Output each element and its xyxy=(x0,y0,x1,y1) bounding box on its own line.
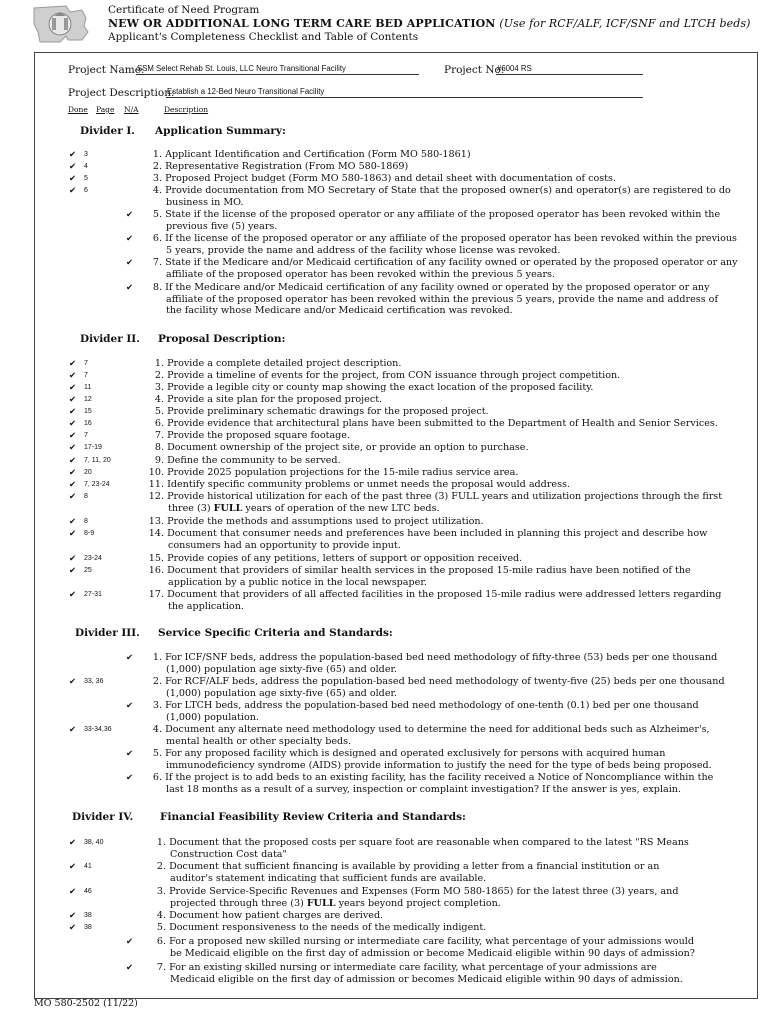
item-number: 1. xyxy=(152,149,162,160)
item-text: Document ownership of the project site, or provide an option to purchase. xyxy=(167,442,529,453)
item-number: 6. xyxy=(152,772,162,783)
item-continuation-line: projected through three (3) FULL years beyond project completion. xyxy=(170,897,501,909)
project-description-field[interactable]: Establish a 12-Bed Neuro Transitional Facility xyxy=(166,87,643,98)
item-number: 4. xyxy=(152,185,162,196)
item-text: Document that providers of all affected facilities in the proposed 15-mile radius were addressed letters regarding xyxy=(167,589,722,600)
checklist-item xyxy=(144,382,593,394)
item-line xyxy=(148,748,712,760)
item-text: If the license of the proposed operator or any affiliate of the proposed operator has been revoked within the previous xyxy=(165,233,737,244)
done-check-icon[interactable]: ✔ xyxy=(69,887,77,897)
na-check-icon[interactable]: ✔ xyxy=(126,653,134,663)
form-title-text: NEW OR ADDITIONAL LONG TERM CARE BED APPLICATION xyxy=(108,17,496,30)
checklist-item xyxy=(148,173,616,185)
checklist-item xyxy=(152,910,383,922)
item-line xyxy=(144,358,401,370)
na-check-icon[interactable]: ✔ xyxy=(126,937,134,947)
checklist-item xyxy=(152,861,659,884)
item-text: Provide evidence that architectural plans have been submitted to the Department of Health and Senior Services. xyxy=(167,418,718,429)
item-text: Document that sufficient financing is available by providing a letter from a financial institution or an xyxy=(169,861,660,872)
checklist-item xyxy=(144,430,350,442)
checklist-item xyxy=(148,233,737,256)
na-check-icon[interactable]: ✔ xyxy=(126,258,134,268)
item-number: 6. xyxy=(156,936,166,947)
checklist-item xyxy=(152,962,683,985)
item-text: Provide a legible city or county map showing the exact location of the proposed facility. xyxy=(167,382,594,393)
project-no-field[interactable]: #6004 RS xyxy=(496,64,643,75)
checklist-item xyxy=(144,528,707,551)
item-continuation-line: immunodeficiency syndrome (AIDS) provide information to justify the need for the type of beds being proposed. xyxy=(166,759,712,771)
item-line xyxy=(144,442,529,454)
item-text: Provide 2025 population projections for the 15-mile radius service area. xyxy=(167,467,519,478)
item-text: Provide copies of any petitions, letters of support or opposition received. xyxy=(167,553,523,564)
checklist-item xyxy=(148,257,738,280)
form-title xyxy=(108,17,751,30)
item-text: Document that the proposed costs per square foot are reasonable when compared to the latest "RS Means xyxy=(169,837,689,848)
page-number: 16 xyxy=(84,420,92,427)
done-check-icon[interactable]: ✔ xyxy=(69,529,77,539)
done-check-icon[interactable]: ✔ xyxy=(69,162,77,172)
item-text: Identify specific community problems or unmet needs the proposal would address. xyxy=(167,479,570,490)
item-number: 7. xyxy=(156,962,166,973)
item-continuation-line: the facility whose Medicare and/or Medicaid certification was revoked. xyxy=(166,305,513,317)
item-line xyxy=(144,406,489,418)
done-check-icon[interactable]: ✔ xyxy=(69,923,77,933)
item-text: If the Medicare and/or Medicaid certification of any facility owned or operated by the proposed operator or any xyxy=(165,282,710,293)
page-number: 6 xyxy=(84,187,88,194)
item-line xyxy=(144,430,350,442)
checklist-item xyxy=(144,418,718,430)
divider-3-label: Divider III. xyxy=(75,627,140,639)
item-text: State if the license of the proposed operator or any affiliate of the proposed operator has been revoked within the xyxy=(165,209,721,220)
done-check-icon[interactable]: ✔ xyxy=(69,468,77,478)
item-number: 1. xyxy=(156,837,166,848)
item-number: 5. xyxy=(154,406,164,417)
form-number: MO 580-2502 (11/22) xyxy=(34,998,138,1009)
checklist-item xyxy=(144,370,620,382)
page-number: 4 xyxy=(84,163,88,170)
item-line xyxy=(148,772,713,784)
checklist-item xyxy=(148,185,731,208)
item-number: 13. xyxy=(148,516,164,527)
page-number: 25 xyxy=(84,567,92,574)
item-text: Document that providers of similar health services in the proposed 15-mile radius have been notified of the xyxy=(167,565,691,576)
item-line xyxy=(152,922,486,934)
na-check-icon[interactable]: ✔ xyxy=(126,234,134,244)
item-line xyxy=(148,257,738,269)
item-line xyxy=(144,467,518,479)
na-check-icon[interactable]: ✔ xyxy=(126,283,134,293)
item-text: Representative Registration (From MO 580-1869) xyxy=(165,161,409,172)
page-number: 7, 23-24 xyxy=(84,481,110,488)
item-continuation-line: last 18 months as a result of a survey, inspection or complaint investigation? If the answer is yes, explain. xyxy=(166,783,682,795)
checklist-item xyxy=(148,676,725,699)
item-number: 2. xyxy=(156,861,166,872)
page-number: 8 xyxy=(84,518,88,525)
item-line xyxy=(144,394,382,406)
item-number: 8. xyxy=(152,282,162,293)
item-number: 17. xyxy=(148,589,164,600)
page-number: 17-19 xyxy=(84,444,102,451)
checklist-item xyxy=(144,442,529,454)
page-number: 5 xyxy=(84,175,88,182)
page-number: 7 xyxy=(84,360,88,367)
item-continuation-line: (1,000) population. xyxy=(166,711,259,723)
item-line xyxy=(148,161,408,173)
done-check-icon[interactable]: ✔ xyxy=(69,590,77,600)
item-text: State if the Medicare and/or Medicaid certification of any facility owned or operated by the proposed operator or any xyxy=(165,257,738,268)
done-check-icon[interactable]: ✔ xyxy=(69,862,77,872)
item-text: Provide the proposed square footage. xyxy=(167,430,351,441)
item-number: 15. xyxy=(148,553,164,564)
done-check-icon[interactable]: ✔ xyxy=(69,419,77,429)
page-number: 7 xyxy=(84,372,88,379)
item-number: 1. xyxy=(154,358,164,369)
item-continuation-line: (1,000) population age sixty-five (65) and older. xyxy=(166,687,398,699)
page-number: 7 xyxy=(84,432,88,439)
item-line xyxy=(148,724,710,736)
item-text: Provide a timeline of events for the project, from CON issuance through project competition. xyxy=(167,370,621,381)
item-continuation-line: application by a public notice in the local newspaper. xyxy=(168,576,427,588)
item-line xyxy=(144,528,707,540)
item-number: 3. xyxy=(152,700,162,711)
done-check-icon[interactable]: ✔ xyxy=(69,371,77,381)
item-number: 6. xyxy=(152,233,162,244)
checklist-item xyxy=(144,394,382,406)
done-check-icon[interactable]: ✔ xyxy=(69,407,77,417)
item-number: 7. xyxy=(152,257,162,268)
divider-1-title: Application Summary: xyxy=(155,125,286,137)
item-number: 2. xyxy=(154,370,164,381)
item-continuation-line: the application. xyxy=(168,600,244,612)
project-no-label: Project No: xyxy=(444,64,505,76)
checklist-item xyxy=(148,700,699,723)
column-page: Page xyxy=(96,105,115,114)
page-number: 11 xyxy=(84,384,92,391)
item-number: 4. xyxy=(156,910,166,921)
item-number: 12. xyxy=(148,491,164,502)
item-text: Document how patient charges are derived. xyxy=(169,910,384,921)
item-line xyxy=(148,173,616,185)
divider-1-label: Divider I. xyxy=(80,125,135,137)
done-check-icon[interactable]: ✔ xyxy=(69,480,77,490)
checklist-item xyxy=(144,358,401,370)
divider-2-label: Divider II. xyxy=(80,333,140,345)
done-check-icon[interactable]: ✔ xyxy=(69,383,77,393)
item-line xyxy=(144,516,484,528)
item-number: 5. xyxy=(152,209,162,220)
item-text: Provide preliminary schematic drawings for the proposed project. xyxy=(167,406,489,417)
item-number: 8. xyxy=(154,442,164,453)
item-text: Provide a complete detailed project description. xyxy=(167,358,402,369)
done-check-icon[interactable]: ✔ xyxy=(69,174,77,184)
item-continuation-line: mental health or other specialty beds. xyxy=(166,735,352,747)
page-number: 7, 11, 20 xyxy=(84,457,111,464)
page-number: 8 xyxy=(84,493,88,500)
checklist-item xyxy=(144,491,722,514)
done-check-icon[interactable]: ✔ xyxy=(69,186,77,196)
item-line xyxy=(148,652,717,664)
na-check-icon[interactable]: ✔ xyxy=(126,773,134,783)
item-line xyxy=(144,589,721,601)
item-text: Document any alternate need methodology used to determine the need for additional beds such as Alzheimer's, xyxy=(165,724,710,735)
item-line xyxy=(152,962,683,974)
done-check-icon[interactable]: ✔ xyxy=(69,150,77,160)
item-number: 4. xyxy=(152,724,162,735)
item-line xyxy=(144,370,620,382)
item-number: 7. xyxy=(154,430,164,441)
page-number: 33-34,36 xyxy=(84,726,112,733)
done-check-icon[interactable]: ✔ xyxy=(69,456,77,466)
divider-4-label: Divider IV. xyxy=(72,811,134,823)
done-check-icon[interactable]: ✔ xyxy=(69,911,77,921)
item-continuation-line: three (3) FULL years of operation of the new LTC beds. xyxy=(168,502,440,514)
item-line xyxy=(144,491,722,503)
checklist-item xyxy=(148,724,710,747)
item-text: Document that consumer needs and preferences have been included in planning this project and describe how xyxy=(167,528,708,539)
item-line xyxy=(148,233,737,245)
checklist-item xyxy=(144,479,570,491)
done-check-icon[interactable]: ✔ xyxy=(69,838,77,848)
item-text: Applicant Identification and Certification (Form MO 580-1861) xyxy=(165,149,471,160)
checklist-item xyxy=(148,149,471,161)
done-check-icon[interactable]: ✔ xyxy=(69,725,77,735)
done-check-icon[interactable]: ✔ xyxy=(69,395,77,405)
item-text: Provide a site plan for the proposed project. xyxy=(167,394,383,405)
project-description-label: Project Description: xyxy=(68,87,175,99)
checklist-item xyxy=(148,209,720,232)
done-check-icon[interactable]: ✔ xyxy=(69,554,77,564)
item-continuation-line: consumers had an opportunity to provide input. xyxy=(168,539,401,551)
item-text: For ICF/SNF beds, address the population-based bed need methodology of fifty-three (53) beds per one thousand xyxy=(165,652,718,663)
done-check-icon[interactable]: ✔ xyxy=(69,566,77,576)
page-number: 46 xyxy=(84,888,92,895)
emphasis: FULL xyxy=(306,897,336,909)
item-line xyxy=(152,936,695,948)
item-text: Proposed Project budget (Form MO 580-1863) and detail sheet with documentation of costs. xyxy=(165,173,617,184)
item-text: For any proposed facility which is designed and operated exclusively for persons with acquired human xyxy=(165,748,666,759)
item-number: 3. xyxy=(156,886,166,897)
item-number: 2. xyxy=(152,676,162,687)
page-number: 15 xyxy=(84,408,92,415)
checklist-item xyxy=(144,467,518,479)
item-continuation-line: affiliate of the proposed operator has been revoked within the previous 5 years, provide the name and address of xyxy=(166,293,718,305)
item-number: 3. xyxy=(152,173,162,184)
item-number: 9. xyxy=(154,455,164,466)
na-check-icon[interactable]: ✔ xyxy=(126,701,134,711)
form-subtitle: Applicant's Completeness Checklist and Table of Contents xyxy=(108,31,419,43)
page-number: 27-31 xyxy=(84,591,102,598)
item-continuation-line: 5 years, provide the name and address of the facility whose license was revoked. xyxy=(166,244,561,256)
page-number: 38, 40 xyxy=(84,839,104,846)
column-done: Done xyxy=(68,105,88,114)
na-check-icon[interactable]: ✔ xyxy=(126,210,134,220)
form-title-note: (Use for RCF/ALF, ICF/SNF and LTCH beds) xyxy=(499,17,751,30)
item-line xyxy=(144,418,718,430)
project-name-field[interactable]: SSM Select Rehab St. Louis, LLC Neuro Transitional Facility xyxy=(136,64,419,75)
project-name-label: Project Name: xyxy=(68,64,145,76)
item-line xyxy=(144,455,341,467)
item-line xyxy=(144,553,522,565)
item-number: 5. xyxy=(152,748,162,759)
checklist-item xyxy=(148,772,713,795)
item-number: 5. xyxy=(156,922,166,933)
item-continuation-line: previous five (5) years. xyxy=(166,220,278,232)
item-continuation-line: (1,000) population age sixty-five (65) and older. xyxy=(166,663,398,675)
checklist-item xyxy=(148,161,408,173)
item-continuation-line: business in MO. xyxy=(166,196,244,208)
item-text: For a proposed new skilled nursing or intermediate care facility, what percentage of your admissions would xyxy=(169,936,694,947)
item-continuation-line: be Medicaid eligible on the first day of admission or become Medicaid eligible within 90 days of admission? xyxy=(170,947,695,959)
item-line xyxy=(148,700,699,712)
item-number: 3. xyxy=(154,382,164,393)
item-line xyxy=(152,886,678,898)
item-text: For LTCH beds, address the population-based bed need methodology of one-tenth (0.1) bed per one thousand xyxy=(165,700,699,711)
page-number: 38 xyxy=(84,912,92,919)
item-text: Provide the methods and assumptions used to project utilization. xyxy=(167,516,484,527)
item-number: 1. xyxy=(152,652,162,663)
item-number: 16. xyxy=(148,565,164,576)
missouri-state-seal-icon xyxy=(30,4,94,44)
checklist-item xyxy=(144,553,522,565)
item-text: Provide documentation from MO Secretary of State that the proposed owner(s) and operator(s) are registered to do xyxy=(165,185,731,196)
checklist-item xyxy=(144,516,484,528)
item-line xyxy=(144,565,691,577)
done-check-icon[interactable]: ✔ xyxy=(69,359,77,369)
item-number: 11. xyxy=(148,479,164,490)
item-line xyxy=(148,185,731,197)
divider-3-title: Service Specific Criteria and Standards: xyxy=(158,627,393,639)
page-number: 12 xyxy=(84,396,92,403)
checklist-item xyxy=(152,837,689,860)
checklist-item xyxy=(152,922,486,934)
checklist-item xyxy=(148,748,712,771)
item-continuation-line: Medicaid eligible on the first day of admission or becomes Medicaid eligible within 90 days of admission. xyxy=(170,973,683,985)
item-continuation-line: auditor's statement indicating that sufficient funds are available. xyxy=(170,872,487,884)
checklist-item xyxy=(144,455,341,467)
checklist-item xyxy=(144,406,489,418)
item-number: 4. xyxy=(154,394,164,405)
checklist-item xyxy=(152,886,678,909)
item-continuation-line: Construction Cost data" xyxy=(170,848,287,860)
item-text: Define the community to be served. xyxy=(167,455,341,466)
item-line xyxy=(148,282,718,294)
done-check-icon[interactable]: ✔ xyxy=(69,443,77,453)
item-line xyxy=(148,676,725,688)
done-check-icon[interactable]: ✔ xyxy=(69,517,77,527)
checklist-item xyxy=(148,282,718,317)
column-na: N/A xyxy=(124,105,139,114)
item-number: 2. xyxy=(152,161,162,172)
item-line xyxy=(152,837,689,849)
item-text: For RCF/ALF beds, address the population-based bed need methodology of twenty-five (25) beds per one thousand xyxy=(165,676,725,687)
item-line xyxy=(144,382,593,394)
checklist-item xyxy=(148,652,717,675)
na-check-icon[interactable]: ✔ xyxy=(126,749,134,759)
item-text: If the project is to add beds to an existing facility, has the facility received a Notice of Noncompliance within the xyxy=(165,772,714,783)
item-text: Provide historical utilization for each of the past three (3) FULL years and utilization projections through the first xyxy=(167,491,723,502)
item-number: 10. xyxy=(148,467,164,478)
divider-4-title: Financial Feasibility Review Criteria and Standards: xyxy=(160,811,466,823)
item-continuation-line: affiliate of the proposed operator has been revoked within the previous 5 years. xyxy=(166,268,556,280)
item-line xyxy=(148,149,471,161)
item-number: 14. xyxy=(148,528,164,539)
checklist-item xyxy=(144,565,691,588)
page-number: 38 xyxy=(84,924,92,931)
column-description: Description xyxy=(164,105,209,114)
item-line xyxy=(144,479,570,491)
na-check-icon[interactable]: ✔ xyxy=(126,963,134,973)
item-text: For an existing skilled nursing or intermediate care facility, what percentage of your admissions are xyxy=(169,962,657,973)
divider-2-title: Proposal Description: xyxy=(158,333,286,345)
done-check-icon[interactable]: ✔ xyxy=(69,492,77,502)
checklist-item xyxy=(152,936,695,959)
page-number: 20 xyxy=(84,469,92,476)
item-line xyxy=(148,209,720,221)
item-line xyxy=(152,861,659,873)
program-name: Certificate of Need Program xyxy=(108,4,260,16)
page-number: 8-9 xyxy=(84,530,95,537)
item-line xyxy=(152,910,383,922)
page-number: 41 xyxy=(84,863,92,870)
page-number: 33, 36 xyxy=(84,678,104,685)
page-number: 23-24 xyxy=(84,555,102,562)
emphasis: FULL xyxy=(213,502,243,514)
item-text: Provide Service-Specific Revenues and Expenses (Form MO 580-1865) for the latest three (3) years, and xyxy=(169,886,679,897)
item-number: 6. xyxy=(154,418,164,429)
checklist-item xyxy=(144,589,721,612)
done-check-icon[interactable]: ✔ xyxy=(69,431,77,441)
item-text: Document responsiveness to the needs of the medically indigent. xyxy=(169,922,487,933)
done-check-icon[interactable]: ✔ xyxy=(69,677,77,687)
page-number: 3 xyxy=(84,151,88,158)
